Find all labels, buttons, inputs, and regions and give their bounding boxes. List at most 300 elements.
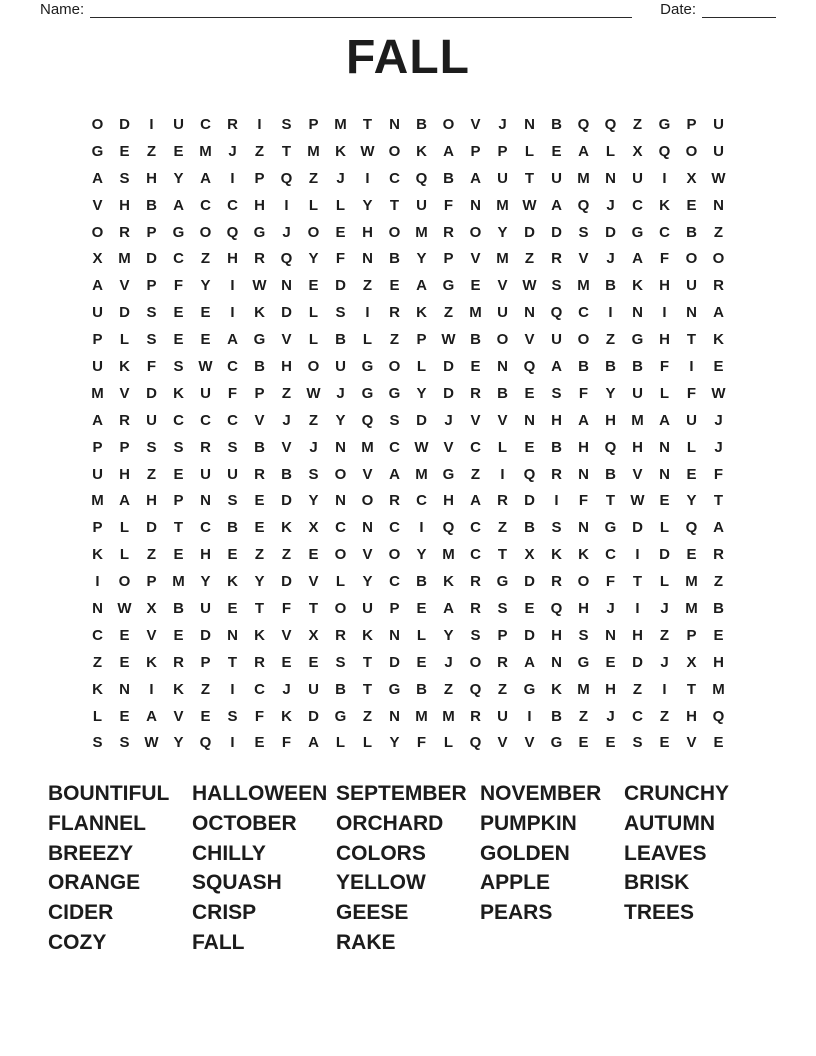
grid-letter: C xyxy=(389,573,400,591)
grid-letter: V xyxy=(443,438,454,456)
grid-letter: D xyxy=(119,304,130,322)
grid-letter: V xyxy=(470,411,481,429)
grid-letter: K xyxy=(173,384,184,402)
grid-letter: V xyxy=(281,438,292,456)
grid-letter: V xyxy=(497,411,508,429)
grid-letter: J xyxy=(714,438,723,456)
grid-letter: T xyxy=(362,115,373,133)
grid-letter: T xyxy=(686,680,697,698)
grid-letter: G xyxy=(550,734,563,752)
grid-letter: S xyxy=(497,599,508,617)
grid-letter: A xyxy=(578,411,589,429)
grid-letter: T xyxy=(497,546,508,564)
grid-letter: D xyxy=(281,573,292,591)
grid-letter: Y xyxy=(254,573,265,591)
grid-letter: E xyxy=(659,492,670,510)
grid-letter: R xyxy=(551,465,562,483)
grid-letter: I xyxy=(662,169,667,187)
grid-letter: S xyxy=(92,734,103,752)
grid-letter: K xyxy=(254,626,265,644)
grid-letter: E xyxy=(686,546,697,564)
grid-letter: R xyxy=(227,115,238,133)
grid-letter: A xyxy=(470,492,481,510)
grid-letter: R xyxy=(470,573,481,591)
grid-letter: M xyxy=(118,250,131,268)
grid-letter: Y xyxy=(443,626,454,644)
grid-letter: C xyxy=(92,626,103,644)
grid-letter: Y xyxy=(335,411,346,429)
grid-letter: E xyxy=(713,357,724,375)
grid-letter: U xyxy=(308,680,319,698)
grid-letter: Y xyxy=(605,384,616,402)
grid-letter: P xyxy=(92,438,103,456)
grid-letter: Y xyxy=(200,277,211,295)
grid-letter: A xyxy=(173,196,184,214)
grid-letter: S xyxy=(146,438,157,456)
grid-letter: B xyxy=(632,357,643,375)
grid-letter: Z xyxy=(389,331,400,349)
grid-letter: N xyxy=(605,626,616,644)
grid-letter: L xyxy=(416,626,427,644)
grid-letter: H xyxy=(362,223,373,241)
grid-letter: O xyxy=(361,492,374,510)
grid-letter: H xyxy=(578,438,589,456)
grid-letter: K xyxy=(362,626,373,644)
grid-letter: M xyxy=(361,438,374,456)
grid-letter: E xyxy=(308,546,319,564)
grid-letter: M xyxy=(415,465,428,483)
grid-letter: R xyxy=(254,653,265,671)
grid-letter: S xyxy=(227,438,238,456)
grid-letter: E xyxy=(389,277,400,295)
grid-letter: X xyxy=(308,519,319,537)
grid-letter: K xyxy=(443,573,454,591)
grid-letter: B xyxy=(551,438,562,456)
grid-letter: A xyxy=(551,357,562,375)
grid-letter: C xyxy=(605,546,616,564)
grid-letter: Y xyxy=(308,492,319,510)
grid-letter: D xyxy=(524,492,535,510)
grid-letter: V xyxy=(470,250,481,268)
grid-letter: S xyxy=(335,653,346,671)
grid-letter: Z xyxy=(470,465,481,483)
grid-letter: H xyxy=(119,196,130,214)
grid-letter: N xyxy=(92,599,103,617)
grid-letter: J xyxy=(282,411,291,429)
grid-letter: U xyxy=(362,599,373,617)
grid-letter: M xyxy=(469,304,482,322)
grid-letter: R xyxy=(443,223,454,241)
grid-letter: N xyxy=(119,680,130,698)
grid-letter: M xyxy=(415,707,428,725)
grid-letter: P xyxy=(146,573,157,591)
grid-letter: B xyxy=(605,277,616,295)
grid-letter: D xyxy=(281,304,292,322)
grid-letter: Z xyxy=(308,411,319,429)
grid-letter: U xyxy=(335,357,346,375)
grid-letter: Q xyxy=(577,115,590,133)
grid-letter: V xyxy=(146,626,157,644)
word-bank-word: APPLE xyxy=(480,871,551,895)
grid-letter: L xyxy=(443,734,454,752)
word-bank-word: FALL xyxy=(192,930,245,954)
grid-letter: M xyxy=(91,492,104,510)
grid-letter: P xyxy=(92,331,103,349)
grid-letter: R xyxy=(551,250,562,268)
grid-letter: S xyxy=(281,115,292,133)
header xyxy=(40,0,776,18)
grid-letter: M xyxy=(442,546,455,564)
grid-letter: B xyxy=(416,115,427,133)
grid-letter: L xyxy=(362,331,373,349)
grid-letter: D xyxy=(632,653,643,671)
grid-letter: V xyxy=(308,573,319,591)
grid-letter: W xyxy=(144,734,159,752)
grid-letter: V xyxy=(632,465,643,483)
grid-letter: K xyxy=(227,573,238,591)
grid-letter: K xyxy=(335,142,346,160)
grid-letter: S xyxy=(470,626,481,644)
grid-letter: Y xyxy=(173,169,184,187)
word-bank-word: ORANGE xyxy=(48,871,141,895)
grid-letter: O xyxy=(388,223,401,241)
grid-letter: F xyxy=(713,465,724,483)
grid-letter: E xyxy=(254,492,265,510)
date-fill-line xyxy=(702,3,776,18)
grid-letter: L xyxy=(605,142,616,160)
grid-letter: I xyxy=(635,546,640,564)
grid-letter: N xyxy=(686,304,697,322)
grid-letter: T xyxy=(524,169,535,187)
grid-letter: N xyxy=(362,250,373,268)
grid-letter: B xyxy=(227,519,238,537)
word-bank-word: BREEZY xyxy=(48,841,134,865)
grid-letter: D xyxy=(335,277,346,295)
grid-letter: W xyxy=(117,599,132,617)
grid-letter: Z xyxy=(578,707,589,725)
grid-letter: I xyxy=(230,304,235,322)
grid-letter: E xyxy=(470,277,481,295)
grid-letter: K xyxy=(578,546,589,564)
grid-letter: V xyxy=(578,250,589,268)
grid-letter: E xyxy=(713,734,724,752)
grid-letter: V xyxy=(254,411,265,429)
grid-letter: E xyxy=(470,357,481,375)
grid-letter: N xyxy=(632,304,643,322)
grid-letter: F xyxy=(659,357,670,375)
word-bank-word: PEARS xyxy=(480,901,553,925)
grid-letter: C xyxy=(659,223,670,241)
grid-letter: Y xyxy=(416,384,427,402)
grid-letter: B xyxy=(578,357,589,375)
grid-letter: Y xyxy=(362,196,373,214)
grid-letter: C xyxy=(200,411,211,429)
grid-letter: E xyxy=(416,653,427,671)
grid-letter: B xyxy=(173,599,184,617)
grid-letter: R xyxy=(254,465,265,483)
grid-letter: P xyxy=(173,492,184,510)
grid-letter: E xyxy=(227,599,238,617)
grid-letter: O xyxy=(442,115,455,133)
grid-letter: E xyxy=(578,734,589,752)
grid-letter: Z xyxy=(281,384,292,402)
grid-letter: G xyxy=(253,331,266,349)
grid-letter: L xyxy=(335,196,346,214)
grid-letter: Z xyxy=(200,250,211,268)
grid-letter: B xyxy=(524,519,535,537)
grid-letter: I xyxy=(527,707,532,725)
grid-letter: O xyxy=(91,115,104,133)
grid-letter: C xyxy=(416,492,427,510)
grid-letter: V xyxy=(524,331,535,349)
grid-letter: P xyxy=(389,599,400,617)
grid-letter: K xyxy=(281,707,292,725)
grid-letter: G xyxy=(388,384,401,402)
grid-letter: M xyxy=(712,680,725,698)
grid-letter: E xyxy=(254,734,265,752)
grid-letter: L xyxy=(335,734,346,752)
grid-letter: P xyxy=(443,250,454,268)
grid-letter: Y xyxy=(416,546,427,564)
grid-letter: D xyxy=(389,653,400,671)
grid-letter: G xyxy=(361,384,374,402)
grid-letter: A xyxy=(551,196,562,214)
grid-letter: K xyxy=(659,196,670,214)
grid-letter: V xyxy=(686,734,697,752)
grid-letter: F xyxy=(605,573,616,591)
grid-letter: E xyxy=(173,465,184,483)
grid-letter: E xyxy=(173,304,184,322)
grid-letter: E xyxy=(119,142,130,160)
grid-letter: G xyxy=(442,465,455,483)
grid-letter: H xyxy=(632,626,643,644)
grid-letter: M xyxy=(199,142,212,160)
grid-letter: A xyxy=(119,492,130,510)
grid-letter: Q xyxy=(280,169,293,187)
grid-letter: A xyxy=(713,304,724,322)
grid-letter: I xyxy=(230,277,235,295)
grid-letter: I xyxy=(95,573,100,591)
grid-letter: O xyxy=(685,250,698,268)
grid-letter: T xyxy=(362,653,373,671)
grid-letter: W xyxy=(252,277,267,295)
grid-letter: B xyxy=(470,331,481,349)
grid-letter: V xyxy=(173,707,184,725)
grid-letter: U xyxy=(173,115,184,133)
grid-letter: C xyxy=(200,115,211,133)
grid-letter: H xyxy=(227,250,238,268)
grid-letter: N xyxy=(524,411,535,429)
grid-letter: E xyxy=(119,626,130,644)
grid-letter: L xyxy=(362,734,373,752)
grid-letter: Q xyxy=(577,196,590,214)
grid-letter: B xyxy=(551,707,562,725)
grid-letter: P xyxy=(497,142,508,160)
grid-letter: A xyxy=(443,142,454,160)
grid-letter: Z xyxy=(362,277,373,295)
grid-letter: I xyxy=(419,519,424,537)
grid-letter: R xyxy=(389,304,400,322)
word-bank-word: COLORS xyxy=(336,841,426,865)
word-bank-column xyxy=(48,779,192,958)
grid-letter: L xyxy=(335,573,346,591)
grid-letter: I xyxy=(230,169,235,187)
word-bank-word: CRUNCHY xyxy=(624,782,729,805)
grid-letter: M xyxy=(577,277,590,295)
grid-letter: U xyxy=(497,707,508,725)
grid-letter: D xyxy=(281,492,292,510)
grid-letter: V xyxy=(362,546,373,564)
grid-letter: F xyxy=(443,196,454,214)
grid-letter: Z xyxy=(281,546,292,564)
grid-letter: M xyxy=(442,707,455,725)
grid-letter: O xyxy=(307,357,320,375)
grid-letter: G xyxy=(604,519,617,537)
grid-letter: N xyxy=(497,357,508,375)
grid-letter: K xyxy=(416,304,427,322)
grid-letter: A xyxy=(200,169,211,187)
grid-letter: U xyxy=(497,169,508,187)
grid-letter: D xyxy=(146,519,157,537)
word-bank-word: LEAVES xyxy=(624,841,707,865)
grid-letter: T xyxy=(713,492,724,510)
grid-letter: A xyxy=(632,250,643,268)
word-bank-word: CHILLY xyxy=(192,841,266,865)
grid-letter: Q xyxy=(523,357,536,375)
grid-letter: Z xyxy=(497,519,508,537)
grid-letter: E xyxy=(524,384,535,402)
word-bank-word: BRISK xyxy=(624,871,690,895)
word-bank-word: NOVEMBER xyxy=(480,782,602,805)
grid-letter: D xyxy=(308,707,319,725)
grid-letter: M xyxy=(496,250,509,268)
grid-letter: Z xyxy=(200,680,211,698)
grid-letter: H xyxy=(551,411,562,429)
grid-letter: V xyxy=(119,277,130,295)
grid-letter: D xyxy=(659,546,670,564)
grid-letter: H xyxy=(551,626,562,644)
grid-letter: J xyxy=(282,680,291,698)
grid-letter: D xyxy=(443,384,454,402)
grid-letter: E xyxy=(254,519,265,537)
grid-letter: Z xyxy=(443,680,454,698)
grid-letter: V xyxy=(119,384,130,402)
grid-letter: Q xyxy=(469,680,482,698)
grid-letter: U xyxy=(713,142,724,160)
grid-letter: Q xyxy=(604,438,617,456)
grid-letter: K xyxy=(173,680,184,698)
grid-letter: O xyxy=(199,223,212,241)
grid-letter: K xyxy=(92,546,103,564)
grid-letter: E xyxy=(281,653,292,671)
grid-letter: E xyxy=(713,626,724,644)
grid-letter: E xyxy=(416,599,427,617)
grid-letter: C xyxy=(632,196,643,214)
grid-letter: A xyxy=(389,465,400,483)
grid-letter: S xyxy=(551,277,562,295)
grid-letter: N xyxy=(578,519,589,537)
grid-letter: O xyxy=(91,223,104,241)
grid-letter: K xyxy=(146,653,157,671)
grid-letter: J xyxy=(660,653,669,671)
grid-letter: C xyxy=(470,546,481,564)
grid-letter: M xyxy=(685,573,698,591)
grid-letter: B xyxy=(686,223,697,241)
grid-letter: A xyxy=(308,734,319,752)
grid-letter: B xyxy=(416,573,427,591)
grid-letter: T xyxy=(227,653,238,671)
grid-letter: N xyxy=(389,626,400,644)
grid-letter: G xyxy=(577,653,590,671)
grid-letter: D xyxy=(416,411,427,429)
grid-letter: M xyxy=(91,384,104,402)
grid-letter: J xyxy=(606,599,615,617)
grid-letter: E xyxy=(173,626,184,644)
grid-letter: R xyxy=(119,411,130,429)
grid-letter: U xyxy=(227,465,238,483)
grid-letter: T xyxy=(632,573,643,591)
grid-letter: U xyxy=(686,277,697,295)
grid-letter: P xyxy=(119,438,130,456)
grid-letter: H xyxy=(632,438,643,456)
grid-letter: D xyxy=(551,223,562,241)
grid-letter: E xyxy=(686,196,697,214)
grid-letter: E xyxy=(524,599,535,617)
grid-letter: L xyxy=(92,707,103,725)
grid-letter: O xyxy=(469,653,482,671)
grid-letter: Z xyxy=(713,223,724,241)
grid-letter: P xyxy=(254,384,265,402)
grid-letter: A xyxy=(227,331,238,349)
grid-letter: L xyxy=(308,331,319,349)
grid-letter: M xyxy=(577,169,590,187)
grid-letter: Y xyxy=(200,573,211,591)
grid-letter: A xyxy=(416,277,427,295)
grid-letter: Q xyxy=(523,465,536,483)
grid-letter: C xyxy=(227,357,238,375)
grid-letter: Z xyxy=(659,707,670,725)
word-bank-word: RAKE xyxy=(336,930,396,954)
grid-letter: R xyxy=(254,250,265,268)
grid-letter: S xyxy=(173,357,184,375)
grid-letter: I xyxy=(149,680,154,698)
grid-letter: C xyxy=(227,196,238,214)
grid-letter: S xyxy=(551,519,562,537)
grid-letter: C xyxy=(389,519,400,537)
grid-letter: R xyxy=(470,599,481,617)
grid-letter: I xyxy=(284,196,289,214)
grid-letter: N xyxy=(524,304,535,322)
grid-letter: I xyxy=(257,115,262,133)
grid-letter: Z xyxy=(146,546,157,564)
grid-letter: K xyxy=(551,546,562,564)
grid-letter: O xyxy=(469,223,482,241)
grid-letter: Y xyxy=(362,573,373,591)
grid-letter: Z xyxy=(713,573,724,591)
grid-letter: B xyxy=(551,115,562,133)
grid-letter: W xyxy=(306,384,321,402)
grid-letter: J xyxy=(444,411,453,429)
grid-letter: T xyxy=(254,599,265,617)
grid-letter: P xyxy=(254,169,265,187)
grid-letter: N xyxy=(578,465,589,483)
grid-letter: Q xyxy=(658,142,671,160)
grid-letter: D xyxy=(146,384,157,402)
grid-letter: Z xyxy=(659,626,670,644)
grid-letter: H xyxy=(119,465,130,483)
grid-letter: Z xyxy=(524,250,535,268)
grid-letter: X xyxy=(146,599,157,617)
